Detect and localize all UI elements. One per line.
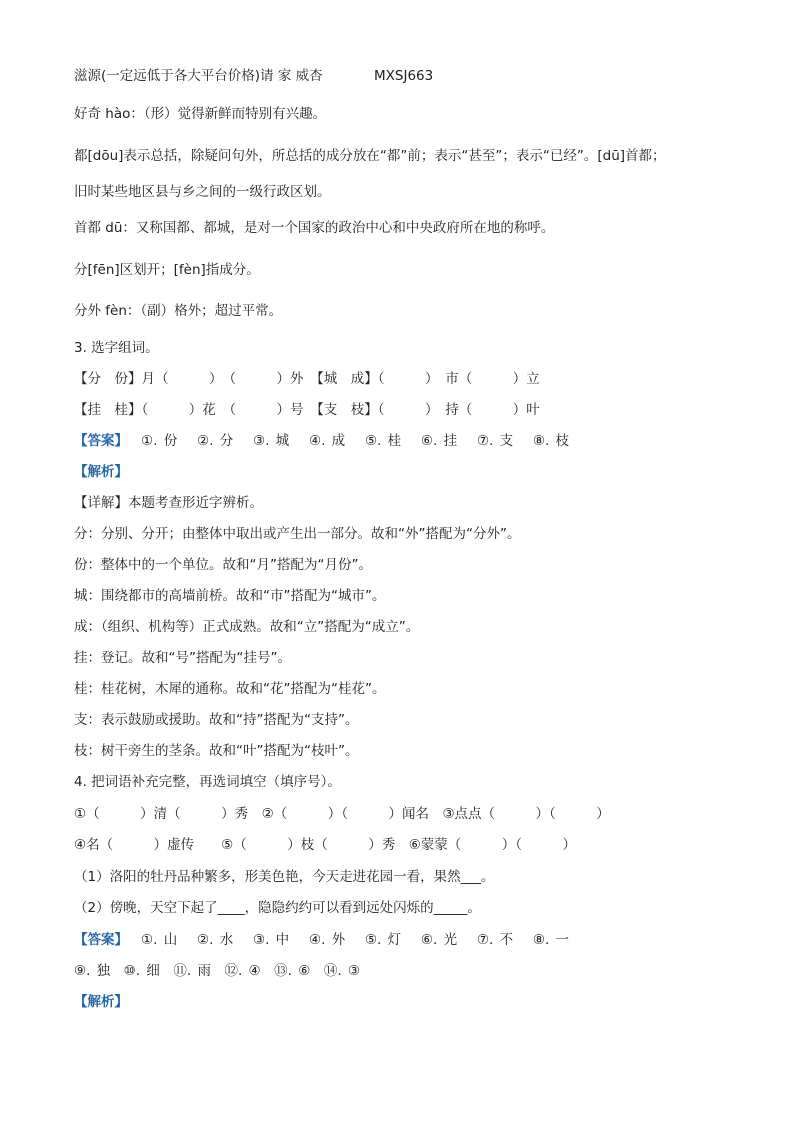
q4-sentence: （2）傍晚，天空下起了____，隐隐约约可以看到远处闪烁的_____。 — [74, 900, 481, 916]
definition-line: 分外 fèn：（副）格外；超过平常。 — [74, 303, 283, 319]
definition-line: 好奇 hào：（形）觉得新鲜而特别有兴趣。 — [74, 106, 327, 122]
answer-label: 【答案】 — [74, 433, 122, 449]
definition-line: 首都 dū：又称国都、都城，是对一个国家的政治中心和中央政府所在地的称呼。 — [74, 220, 555, 236]
q3-explanation: 份：整体中的一个单位。故和“月”搭配为“月份”。 — [74, 557, 372, 573]
q3-explanation: 分：分别、分开；由整体中取出或产生出一部分。故和“外”搭配为“分外”。 — [74, 526, 521, 542]
q4-answer-continued: ⑨. 独 ⑩. 细 ⑪. 雨 ⑫. ④ ⑬. ⑥ ⑭. ③ — [74, 963, 361, 979]
q3-analysis-label: 【解析】 — [74, 464, 128, 480]
q4-answer — [74, 930, 754, 950]
q4-row: ①（ ）清（ ）秀 ②（ ）（ ）闻名 ③点点（ ）（ ） — [74, 806, 610, 822]
q3-explanation: 支：表示鼓励或援助。故和“持”搭配为“支持”。 — [74, 712, 359, 728]
answer-label: 【答案】 — [74, 932, 122, 948]
header-source-text: 滋源(一定远低于各大平台价格)请 家 威杏 — [74, 68, 323, 84]
q3-answer-text: ①. 份 ②. 分 ③. 城 ④. 成 ⑤. 桂 ⑥. 挂 ⑦. 支 ⑧. 枝 — [121, 433, 570, 449]
q3-explanation: 枝：树干旁生的茎条。故和“叶”搭配为“枝叶”。 — [74, 743, 359, 759]
q3-title: 3. 选字组词。 — [74, 340, 159, 356]
definition-line: 旧时某些地区县与乡之间的一级行政区划。 — [74, 184, 331, 200]
q4-answer-text: ①. 山 ②. 水 ③. 中 ④. 外 ⑤. 灯 ⑥. 光 ⑦. 不 ⑧. 一 — [121, 932, 570, 948]
q3-explanation: 桂：桂花树，木犀的通称。故和“花”搭配为“桂花”。 — [74, 681, 386, 697]
q3-row: 【挂 桂】（ ）花 （ ）号 【支 枝】（ ） 持（ ）叶 — [74, 402, 540, 418]
q3-answer — [74, 431, 754, 451]
q3-row: 【分 份】月（ ） （ ）外 【城 成】（ ） 市（ ）立 — [74, 371, 540, 387]
q3-explanation: 城：围绕都市的高墙前桥。故和“市”搭配为“城市”。 — [74, 588, 386, 604]
q4-title: 4. 把词语补充完整，再选词填空（填序号）。 — [74, 774, 341, 790]
header-code: MXSJ663 — [374, 68, 434, 84]
q3-detail: 【详解】本题考查形近字辨析。 — [74, 495, 263, 511]
definition-line: 都[dōu]表示总括，除疑问句外，所总括的成分放在“都”前；表示“甚至”；表示“已经”。[dū]首都； — [74, 148, 666, 164]
q4-sentence: （1）洛阳的牡丹品种繁多，形美色艳，今天走进花园一看，果然___。 — [74, 869, 495, 885]
q3-explanation: 挂：登记。故和“号”搭配为“挂号”。 — [74, 650, 291, 666]
q4-analysis-label: 【解析】 — [74, 994, 128, 1010]
definition-line: 分[fēn]区划开；[fèn]指成分。 — [74, 262, 260, 278]
q4-row: ④名（ ）虚传 ⑤（ ）枝（ ）秀 ⑥蒙蒙（ ）（ ） — [74, 837, 577, 853]
q3-explanation: 成：（组织、机构等）正式成熟。故和“立”搭配为“成立”。 — [74, 619, 420, 635]
